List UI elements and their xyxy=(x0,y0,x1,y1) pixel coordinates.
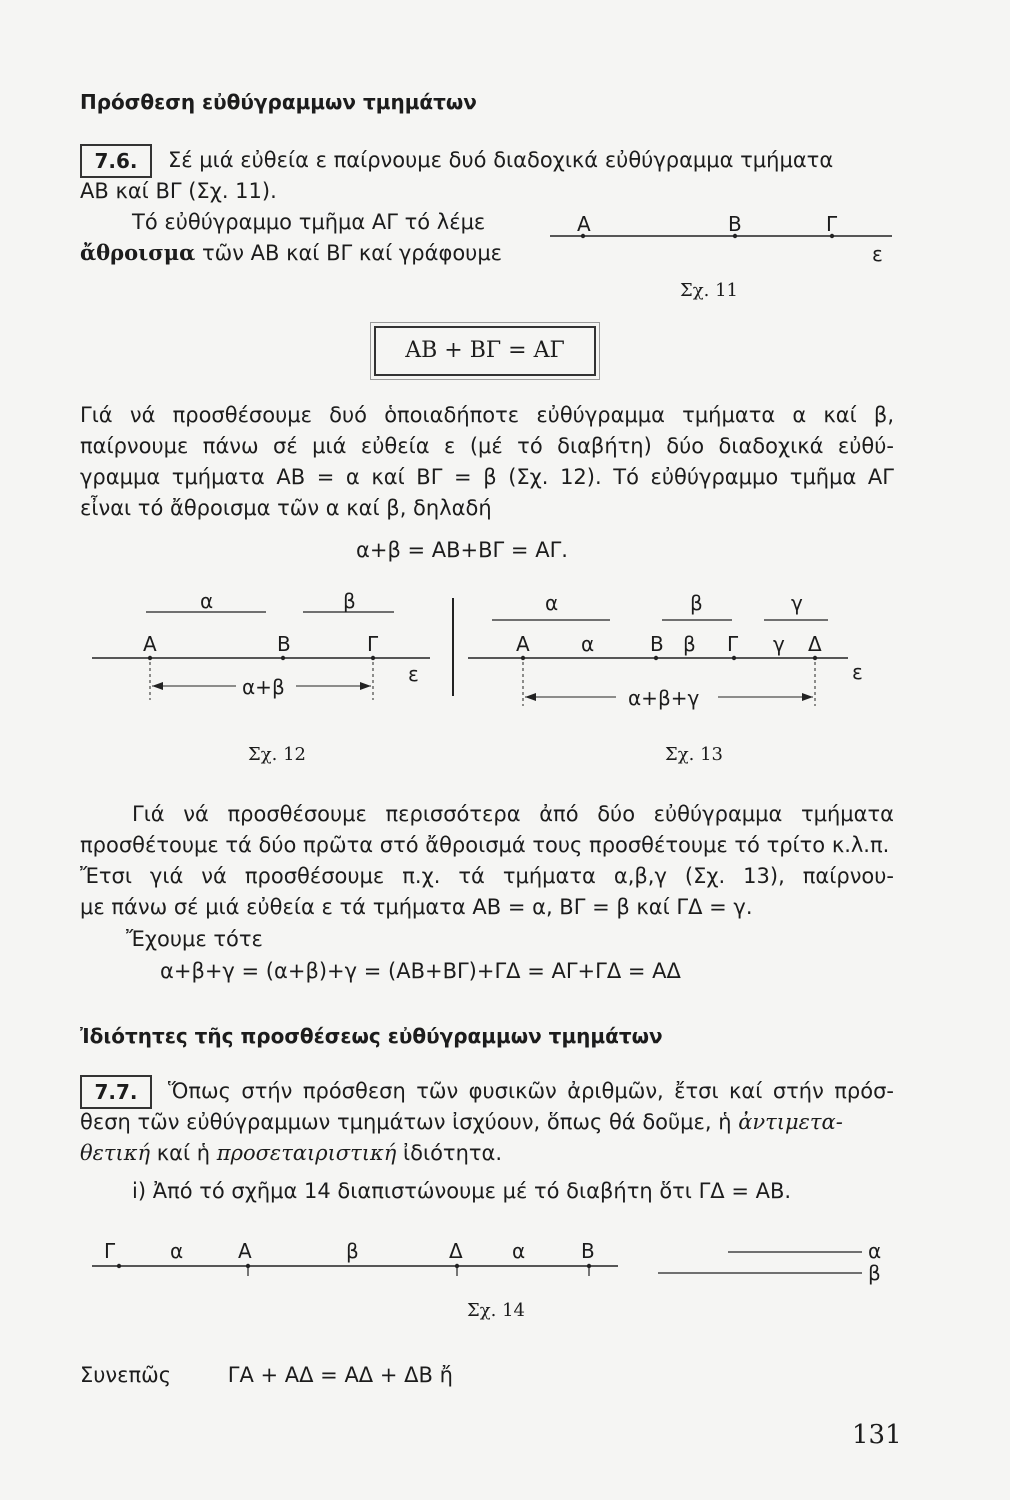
section-heading-addition: Πρόσθεση εὐθύγραμμων τμημάτων xyxy=(80,90,477,114)
fig14-right-label-alpha: α xyxy=(868,1239,882,1263)
paragraph-line: Ἔτσι γιά νά προσθέσουμε π.χ. τά τμήματα α,β,γ (Σχ. 13), παίρνου- xyxy=(80,864,894,888)
fig12-arrowhead-right xyxy=(360,682,371,690)
fig13-label-e: ε xyxy=(852,660,863,684)
fig13-label-g: Γ xyxy=(727,632,739,656)
fig13-label-alpha: α xyxy=(545,591,559,615)
paragraph-line xyxy=(80,1107,843,1137)
fig14-right-label-beta: β xyxy=(868,1261,881,1285)
fig13-point-d xyxy=(813,656,817,660)
fig11-label-g: Γ xyxy=(826,212,838,236)
final-equation: ΓΑ + ΑΔ = ΑΔ + ΔΒ ἤ xyxy=(227,1363,453,1387)
fig14-point-g xyxy=(117,1264,121,1268)
fig13-label-a: Α xyxy=(516,632,530,656)
paragraph-line: εἶναι τό ἄθροισμα τῶν α καί β, δηλαδή xyxy=(80,496,492,520)
paragraph-line: i) Ἀπό τό σχῆμα 14 διαπιστώνουμε μέ τό διαβήτη ὅτι ΓΔ = ΑΒ. xyxy=(132,1179,792,1203)
paragraph-line xyxy=(80,1138,502,1168)
fig13-label-sum: α+β+γ xyxy=(628,686,700,710)
paragraph-line: Σέ μιά εὐθεία ε παίρνουμε δυό διαδοχικά εὐθύγραμμα τμήματα xyxy=(168,148,834,172)
fig12-label-e: ε xyxy=(408,662,419,686)
fig13-label-d: Δ xyxy=(808,632,822,656)
fig13-caption: Σχ. 13 xyxy=(665,744,723,765)
fig11-caption: Σχ. 11 xyxy=(680,280,738,301)
boxed-equation: ΑΒ + ΒΓ = ΑΓ xyxy=(374,326,596,376)
paragraph-text: καί ἡ xyxy=(150,1141,217,1165)
paragraph-line: γραμμα τμήματα ΑΒ = α καί ΒΓ = β (Σχ. 12). Τό εὐθύγραμμο τμῆμα ΑΓ xyxy=(80,465,894,489)
paragraph-line xyxy=(80,1360,453,1390)
section-heading-properties: Ἰδιότητες τῆς προσθέσεως εὐθύγραμμων τμημάτων xyxy=(80,1024,663,1048)
paragraph-line: Ἔχουμε τότε xyxy=(126,927,263,951)
fig14-label-alpha-2: α xyxy=(512,1239,526,1263)
page-number: 131 xyxy=(852,1420,902,1450)
equation-triple-sum: α+β+γ = (α+β)+γ = (ΑΒ+ΒΓ)+ΓΔ = ΑΓ+ΓΔ = ΑΔ xyxy=(160,959,681,983)
fig13-point-g xyxy=(732,656,736,660)
fig14-label-d: Δ xyxy=(449,1239,463,1263)
fig13-label-gamma-on-line: γ xyxy=(773,632,785,656)
fig12-caption: Σχ. 12 xyxy=(248,744,306,765)
fig14-label-g: Γ xyxy=(104,1239,116,1263)
fig12-point-g xyxy=(371,656,375,660)
paragraph-line: ΑΒ καί ΒΓ (Σχ. 11). xyxy=(80,179,277,203)
fig12-arrowhead-left xyxy=(152,682,163,690)
fig12-label-a: Α xyxy=(143,632,157,656)
section-number-7-6: 7.6. xyxy=(80,144,152,178)
fig13-arrowhead-right xyxy=(802,693,813,701)
fig13-arrowhead-left xyxy=(525,693,536,701)
paragraph-line: Γιά νά προσθέσουμε περισσότερα ἀπό δύο εὐθύγραμμα τμήματα xyxy=(132,802,894,826)
fig12-point-a xyxy=(148,656,152,660)
paragraph-line: παίρνουμε πάνω σέ μιά εὐθεία ε (μέ τό διαβήτη) δύο διαδοχικά εὐθύ- xyxy=(80,434,894,458)
section-number-7-7: 7.7. xyxy=(80,1075,152,1109)
fig11-label-b: Β xyxy=(728,212,742,236)
fig13-label-b: Β xyxy=(650,632,664,656)
term-sum: ἄθροισμα xyxy=(80,240,196,265)
fig14-label-beta: β xyxy=(346,1239,359,1263)
fig14-label-a: Α xyxy=(238,1239,252,1263)
fig13-label-gamma: γ xyxy=(791,591,803,615)
equation-sum: α+β = ΑΒ+ΒΓ = ΑΓ. xyxy=(356,538,568,562)
fig14-label-alpha: α xyxy=(170,1239,184,1263)
fig12-point-b xyxy=(281,656,285,660)
paragraph-text: τῶν ΑΒ καί ΒΓ καί γράφουμε xyxy=(195,241,503,265)
term-associative: προσεταιριστική xyxy=(216,1141,397,1165)
paragraph-line: με πάνω σέ μιά εὐθεία ε τά τμήματα ΑΒ = α, ΒΓ = β καί ΓΔ = γ. xyxy=(80,895,753,919)
paragraph-text: ἰδιότητα. xyxy=(396,1141,503,1165)
fig12-label-g: Γ xyxy=(367,632,379,656)
fig13-label-beta-on-line: β xyxy=(683,632,696,656)
fig13-label-beta: β xyxy=(690,591,703,615)
term-commutative-end: θετική xyxy=(80,1141,151,1165)
fig14-caption: Σχ. 14 xyxy=(467,1300,525,1321)
paragraph-line: Γιά νά προσθέσουμε δυό ὁποιαδήποτε εὐθύγραμμα τμήματα α καί β, xyxy=(80,403,894,427)
paragraph-line: Ὅπως στήν πρόσθεση τῶν φυσικῶν ἀριθμῶν, ἔτσι καί στήν πρόσ- xyxy=(168,1079,894,1103)
fig12-label-alpha: α xyxy=(200,589,214,613)
fig11-label-e: ε xyxy=(872,242,883,266)
paragraph-text: θεση τῶν εὐθύγραμμων τμημάτων ἰσχύουν, ὅπως θά δοῦμε, ἡ xyxy=(80,1110,739,1134)
paragraph-line: προσθέτουμε τά δύο πρῶτα στό ἄθροισμά τους προσθέτουμε τό τρίτο κ.λ.π. xyxy=(80,833,890,857)
term-commutative: ἀντιμετα- xyxy=(738,1110,843,1134)
fig14-label-b: Β xyxy=(581,1239,595,1263)
fig13-point-a xyxy=(521,656,525,660)
fig12-label-sum: α+β xyxy=(242,675,285,699)
fig11-label-a: Α xyxy=(577,212,591,236)
fig13-label-alpha-on-line: α xyxy=(581,632,595,656)
paragraph-line: Τό εὐθύγραμμο τμῆμα ΑΓ τό λέμε xyxy=(132,210,486,234)
fig12-label-beta: β xyxy=(343,589,356,613)
fig13-point-b xyxy=(654,656,658,660)
therefore-word: Συνεπῶς xyxy=(80,1363,172,1387)
fig12-label-b: Β xyxy=(277,632,291,656)
